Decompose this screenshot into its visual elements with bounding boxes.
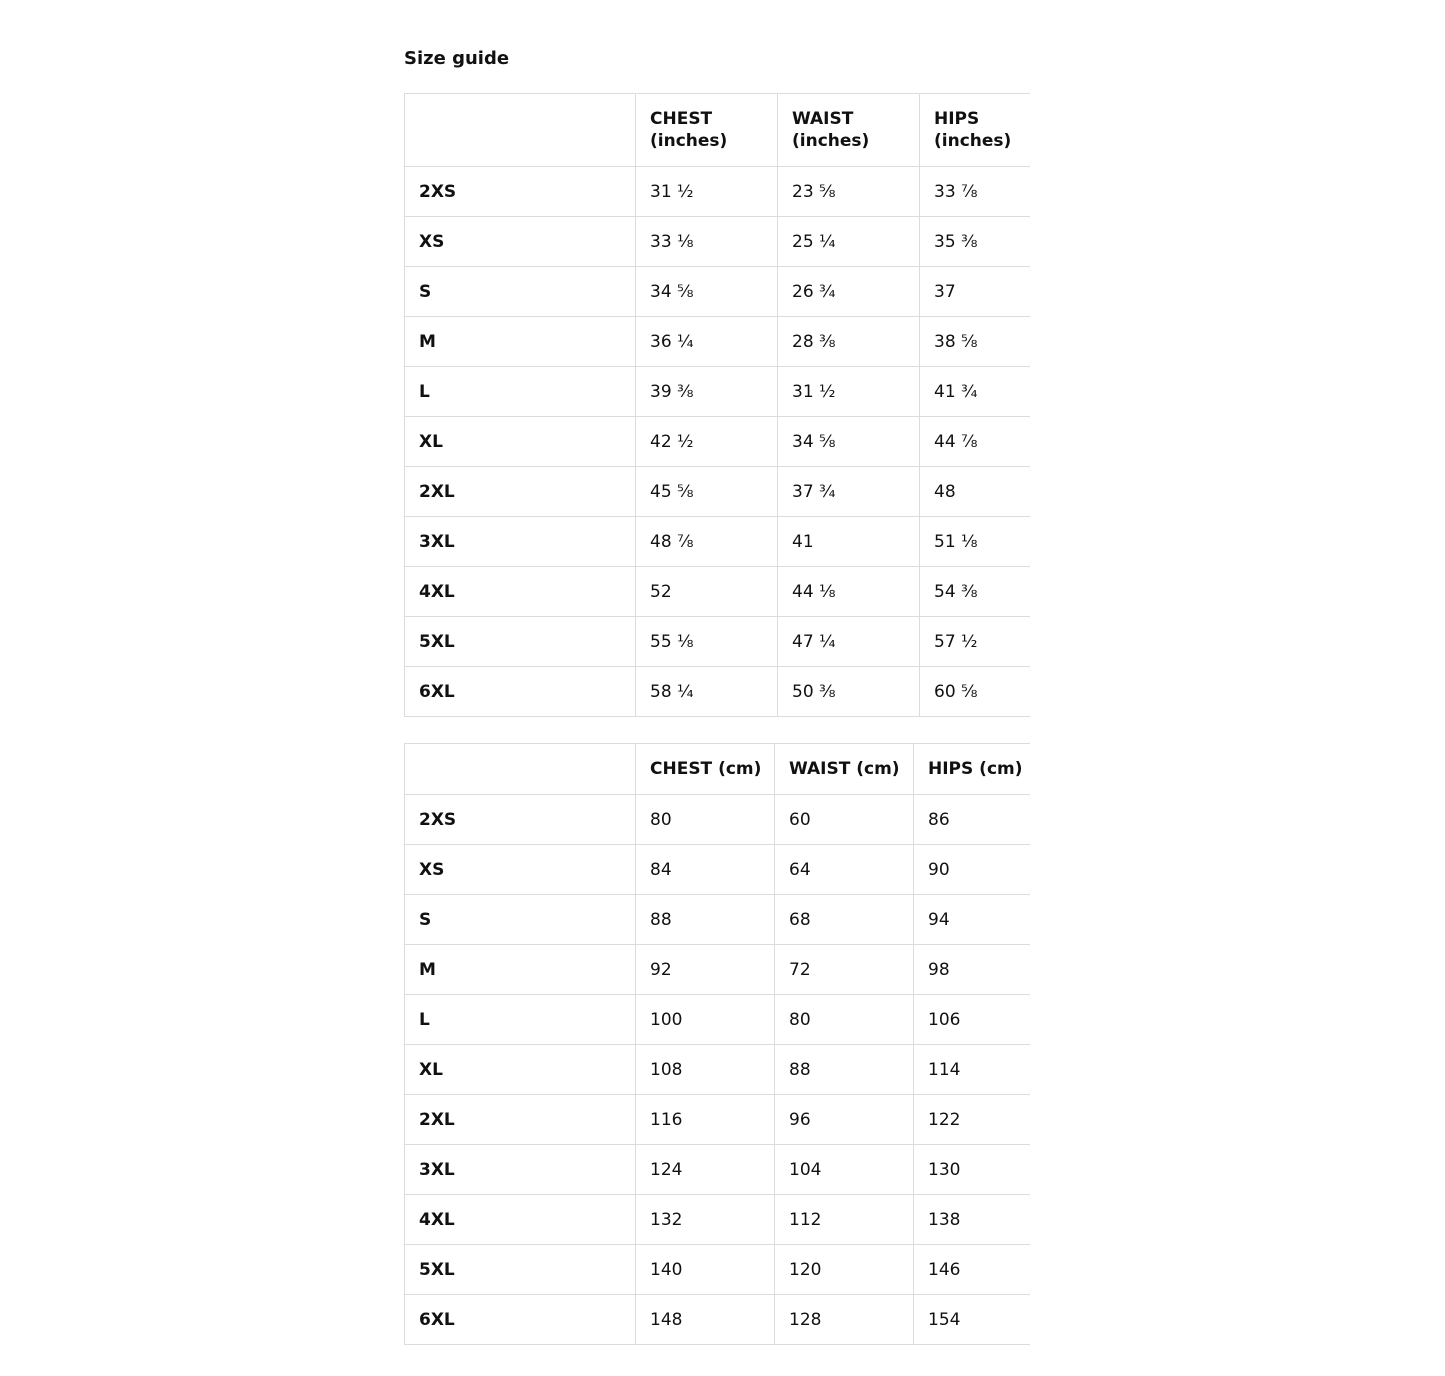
waist-cell: 50 ⅜	[778, 667, 920, 717]
hips-cell: 94	[914, 895, 1031, 945]
hips-cell: 33 ⅞	[920, 167, 1031, 217]
table-row	[405, 317, 1031, 367]
size-cell: 3XL	[405, 517, 636, 567]
table-row	[405, 1045, 1031, 1095]
size-cell: S	[405, 267, 636, 317]
hips-cell: 90	[914, 845, 1031, 895]
cm-table-container[interactable]	[404, 743, 1030, 1345]
chest-cell: 58 ¼	[636, 667, 778, 717]
chest-cell: 36 ¼	[636, 317, 778, 367]
size-cell: 6XL	[405, 667, 636, 717]
hips-cell: 130	[914, 1145, 1031, 1195]
waist-cell: 25 ¼	[778, 217, 920, 267]
chest-cell: 88	[636, 895, 775, 945]
table-row	[405, 617, 1031, 667]
table-row	[405, 217, 1031, 267]
table-row	[405, 1195, 1031, 1245]
header-empty	[405, 94, 636, 167]
hips-cell: 51 ⅛	[920, 517, 1031, 567]
size-cell: S	[405, 895, 636, 945]
header-empty	[405, 744, 636, 795]
table-row	[405, 517, 1031, 567]
size-cell: 5XL	[405, 617, 636, 667]
table-row	[405, 895, 1031, 945]
size-cell: 2XL	[405, 1095, 636, 1145]
size-cell: 2XS	[405, 167, 636, 217]
header-hips-inches: HIPS (inches)	[920, 94, 1031, 167]
waist-cell: 96	[775, 1095, 914, 1145]
chest-cell: 116	[636, 1095, 775, 1145]
chest-cell: 33 ⅛	[636, 217, 778, 267]
cm-size-table	[404, 743, 1030, 1345]
table-row	[405, 945, 1031, 995]
chest-cell: 45 ⅝	[636, 467, 778, 517]
size-cell: XS	[405, 217, 636, 267]
size-guide	[404, 44, 1030, 1345]
hips-cell: 37	[920, 267, 1031, 317]
chest-cell: 31 ½	[636, 167, 778, 217]
table-row	[405, 417, 1031, 467]
chest-cell: 84	[636, 845, 775, 895]
hips-cell: 106	[914, 995, 1031, 1045]
chest-cell: 48 ⅞	[636, 517, 778, 567]
inches-size-table	[404, 93, 1030, 717]
table-row	[405, 795, 1031, 845]
hips-cell: 154	[914, 1295, 1031, 1345]
chest-cell: 39 ⅜	[636, 367, 778, 417]
chest-cell: 148	[636, 1295, 775, 1345]
table-row	[405, 167, 1031, 217]
waist-cell: 47 ¼	[778, 617, 920, 667]
size-cell: 2XL	[405, 467, 636, 517]
chest-cell: 42 ½	[636, 417, 778, 467]
chest-cell: 92	[636, 945, 775, 995]
waist-cell: 72	[775, 945, 914, 995]
table-row	[405, 995, 1031, 1045]
waist-cell: 41	[778, 517, 920, 567]
hips-cell: 48	[920, 467, 1031, 517]
size-cell: 4XL	[405, 1195, 636, 1245]
hips-cell: 38 ⅝	[920, 317, 1031, 367]
hips-cell: 98	[914, 945, 1031, 995]
header-waist-inches: WAIST (inches)	[778, 94, 920, 167]
hips-cell: 54 ⅜	[920, 567, 1031, 617]
size-cell: M	[405, 945, 636, 995]
table-row	[405, 1295, 1031, 1345]
waist-cell: 104	[775, 1145, 914, 1195]
chest-cell: 80	[636, 795, 775, 845]
chest-cell: 132	[636, 1195, 775, 1245]
waist-cell: 112	[775, 1195, 914, 1245]
page-title: Size guide	[404, 48, 510, 69]
table-row	[405, 367, 1031, 417]
size-cell: XS	[405, 845, 636, 895]
header-chest-inches: CHEST (inches)	[636, 94, 778, 167]
chest-cell: 52	[636, 567, 778, 617]
waist-cell: 80	[775, 995, 914, 1045]
inches-table-container[interactable]	[404, 93, 1030, 717]
hips-cell: 41 ¾	[920, 367, 1031, 417]
chest-cell: 100	[636, 995, 775, 1045]
chest-cell: 34 ⅝	[636, 267, 778, 317]
waist-cell: 28 ⅜	[778, 317, 920, 367]
hips-cell: 146	[914, 1245, 1031, 1295]
table-row	[405, 567, 1031, 617]
hips-cell: 122	[914, 1095, 1031, 1145]
hips-cell: 86	[914, 795, 1031, 845]
waist-cell: 60	[775, 795, 914, 845]
chest-cell: 108	[636, 1045, 775, 1095]
waist-cell: 31 ½	[778, 367, 920, 417]
hips-cell: 138	[914, 1195, 1031, 1245]
hips-cell: 44 ⅞	[920, 417, 1031, 467]
waist-cell: 120	[775, 1245, 914, 1295]
table-row	[405, 1145, 1031, 1195]
hips-cell: 114	[914, 1045, 1031, 1095]
table-row	[405, 1095, 1031, 1145]
waist-cell: 128	[775, 1295, 914, 1345]
waist-cell: 64	[775, 845, 914, 895]
size-cell: XL	[405, 1045, 636, 1095]
waist-cell: 68	[775, 895, 914, 945]
chest-cell: 140	[636, 1245, 775, 1295]
waist-cell: 44 ⅛	[778, 567, 920, 617]
chest-cell: 124	[636, 1145, 775, 1195]
size-cell: 2XS	[405, 795, 636, 845]
size-cell: 6XL	[405, 1295, 636, 1345]
hips-cell: 57 ½	[920, 617, 1031, 667]
waist-cell: 37 ¾	[778, 467, 920, 517]
table-row	[405, 267, 1031, 317]
header-chest-cm: CHEST (cm)	[636, 744, 775, 795]
table-row	[405, 1245, 1031, 1295]
table-row	[405, 845, 1031, 895]
table-header-row	[405, 94, 1031, 167]
hips-cell: 60 ⅝	[920, 667, 1031, 717]
header-hips-cm: HIPS (cm)	[914, 744, 1031, 795]
size-cell: 3XL	[405, 1145, 636, 1195]
size-cell: M	[405, 317, 636, 367]
table-header-row	[405, 744, 1031, 795]
chest-cell: 55 ⅛	[636, 617, 778, 667]
size-cell: L	[405, 995, 636, 1045]
table-row	[405, 667, 1031, 717]
size-cell: L	[405, 367, 636, 417]
waist-cell: 88	[775, 1045, 914, 1095]
size-cell: XL	[405, 417, 636, 467]
header-waist-cm: WAIST (cm)	[775, 744, 914, 795]
size-cell: 4XL	[405, 567, 636, 617]
hips-cell: 35 ⅜	[920, 217, 1031, 267]
size-cell: 5XL	[405, 1245, 636, 1295]
waist-cell: 26 ¾	[778, 267, 920, 317]
table-row	[405, 467, 1031, 517]
waist-cell: 23 ⅝	[778, 167, 920, 217]
waist-cell: 34 ⅝	[778, 417, 920, 467]
